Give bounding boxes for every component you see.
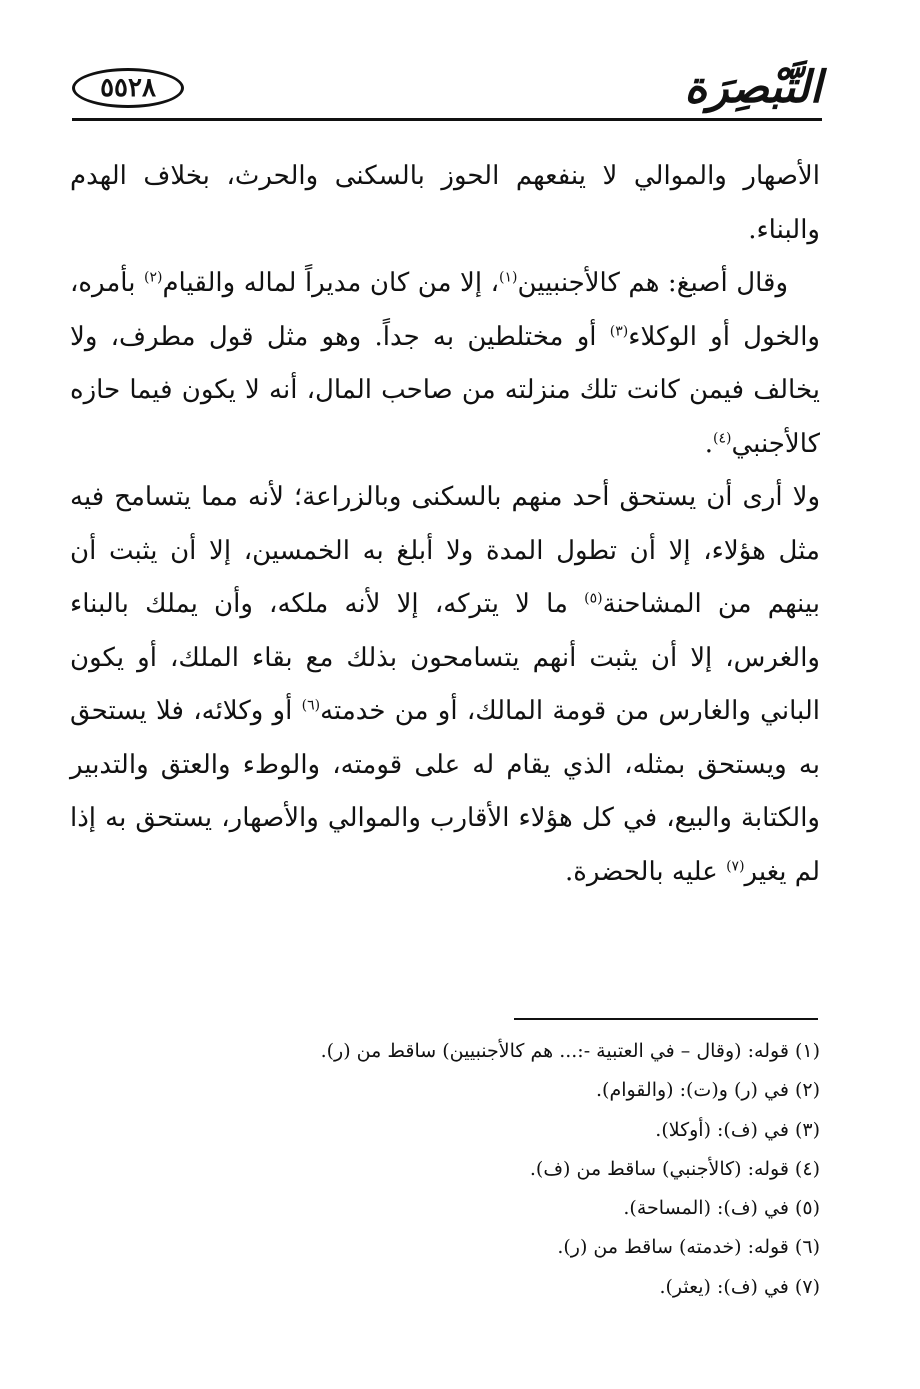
footnote-4: (٤) قوله: (كالأجنبي) ساقط من (ف). bbox=[529, 1157, 820, 1180]
main-text bbox=[70, 150, 820, 899]
page-header bbox=[72, 60, 822, 122]
footnote-ref-2: (٢) bbox=[143, 269, 163, 286]
header-rule bbox=[72, 118, 822, 121]
paragraph-2-text-a: وقال أصبغ: هم كالأجنبيين bbox=[517, 268, 788, 298]
paragraph-2-text-e: . bbox=[704, 428, 713, 459]
paragraph-3-text-b: ما لا يتركه، إلا لأنه ملكه، وأن يملك بالبناء والغرس، إلا أن يثبت أنهم يتسامحون بذلك مع بقاء الملك، أو يكون الباني والغارس من قومة المالك، أو من خدمته bbox=[70, 589, 820, 726]
footnote-ref-1: (١) bbox=[499, 269, 518, 286]
footnote-separator bbox=[514, 1018, 818, 1020]
footnote-ref-7: (٧) bbox=[726, 857, 745, 874]
footnote-ref-5: (٥) bbox=[584, 590, 603, 607]
footnote-3: (٣) في (ف): (أوكلا). bbox=[655, 1118, 820, 1141]
paragraph-2-text-c: بأمره، والخول أو الوكلاء bbox=[70, 268, 820, 352]
paragraph-1-text: الأصهار والموالي لا ينفعهم الحوز بالسكنى والحرث، بخلاف الهدم والبناء. bbox=[70, 161, 820, 245]
paragraph-3-text-c: أو وكلائه، فلا يستحق به ويستحق بمثله، الذي يقام له على قومته، والوطء والعتق والتدبير والكتابة والبيع، في كل هؤلاء الأقارب والموالي والأصهار، يستحق به إذا لم يغير bbox=[70, 696, 820, 887]
paragraph-3-text-d: عليه بالحضرة. bbox=[564, 856, 727, 887]
paragraph-2-text-d: أو مختلطين به جداً. وهو مثل قول مطرف، ولا يخالف فيمن كانت تلك منزلته من صاحب المال، أنه لا يكون فيما حازه كالأجنبي bbox=[70, 321, 820, 459]
paragraph-2 bbox=[70, 257, 820, 471]
paragraph-3-text-a: ولا أرى أن يستحق أحد منهم بالسكنى وبالزراعة؛ لأنه مما يتسامح فيه مثل هؤلاء، إلا أن تطول المدة ولا أبلغ به الخمسين، إلا أن يثبت أن بينهم من المشاحنة bbox=[70, 482, 820, 619]
paragraph-1 bbox=[70, 150, 820, 257]
footnote-ref-6: (٦) bbox=[301, 697, 321, 714]
footnotes bbox=[150, 1032, 820, 1307]
footnote-1: (١) قوله: (وقال – في العتبية -:... هم كالأجنبيين) ساقط من (ر). bbox=[320, 1040, 820, 1062]
footnote-ref-4: (٤) bbox=[712, 429, 732, 446]
footnote-2: (٢) في (ر) و(ت): (والقوام). bbox=[596, 1079, 820, 1102]
paragraph-2-text-b: ، إلا من كان مديراً لماله والقيام bbox=[162, 268, 500, 298]
footnote-7: (٧) في (ف): (يعثر). bbox=[659, 1275, 820, 1298]
footnote-6: (٦) قوله: (خدمته) ساقط من (ر). bbox=[557, 1236, 820, 1259]
footnote-ref-3: (٣) bbox=[609, 322, 629, 339]
page-number: ٥٥٢٨ bbox=[72, 68, 184, 108]
paragraph-3 bbox=[70, 471, 820, 899]
book-title: التَّبْصِرَة bbox=[684, 62, 822, 113]
footnote-5: (٥) في (ف): (المساحة). bbox=[623, 1197, 820, 1220]
